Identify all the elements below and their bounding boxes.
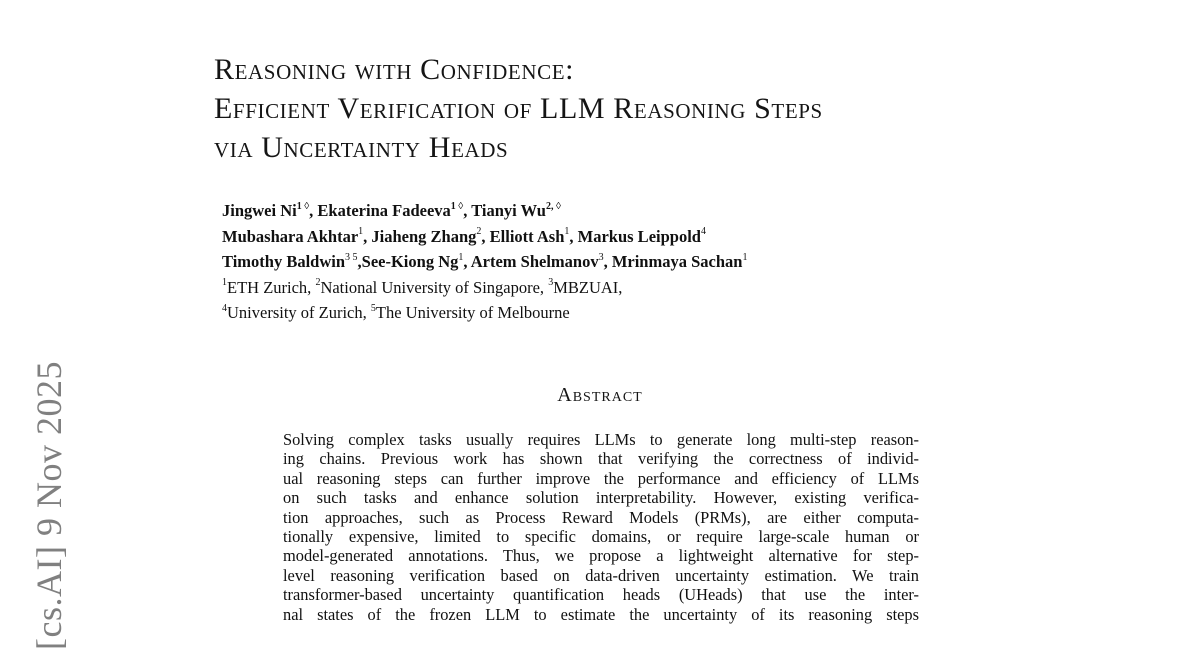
affiliation-mark: 1 [222, 277, 227, 288]
paper-title [214, 50, 1034, 167]
abstract-body [283, 430, 919, 624]
author-name: Timothy Baldwin [222, 252, 346, 271]
title-line-3: via Uncertainty Heads [214, 131, 509, 164]
affiliation-mark: 3 [548, 277, 554, 288]
author-row-1 [222, 198, 747, 224]
arxiv-identifier-stamp: [cs.AI] 9 Nov 2025 [29, 361, 69, 650]
abstract-line: model-generated annotations. Thus, we propose a lightweight alternative for step- [283, 546, 919, 566]
author-name: Ekaterina Fadeeva [317, 201, 451, 220]
abstract-line: ing chains. Previous work has shown that verifying the correctness of individ- [283, 449, 919, 469]
affiliation-name: ETH Zurich, [227, 277, 316, 297]
abstract-line: tionally expensive, limited to specific domains, or require large-scale human or [283, 527, 919, 547]
author-separator: , [481, 226, 490, 246]
author-separator: , [463, 252, 471, 271]
author-affiliation-mark: 1 [742, 251, 748, 263]
author-name: Mrinmaya Sachan [611, 252, 743, 271]
author-affiliation-mark: 3 [598, 251, 604, 263]
affiliation-name: The University of Melbourne [375, 303, 570, 322]
author-name: Mubashara Akhtar [222, 226, 359, 246]
abstract-line: ual reasoning steps can further improve the performance and efficiency of LLMs [283, 468, 919, 488]
author-affiliation-mark: 1 [458, 251, 464, 263]
author-name: Jiaheng Zhang [371, 226, 477, 246]
author-separator: , [569, 226, 578, 246]
author-affiliation-mark: 1 [358, 226, 364, 237]
affiliation-mark: 4 [222, 302, 227, 314]
affiliation-mark: 2 [315, 277, 321, 288]
author-separator: , [309, 201, 318, 220]
title-line-2: Efficient Verification of LLM Reasoning Steps [214, 92, 823, 125]
affiliation-row-1 [222, 275, 747, 301]
affiliation-mark: 5 [370, 302, 376, 314]
author-affiliation-mark: 4 [700, 226, 706, 237]
author-separator: , [463, 201, 472, 220]
abstract-line: Solving complex tasks usually requires LLMs to generate long multi-step reason- [283, 430, 919, 449]
author-affiliation-mark: 1 ◊ [296, 200, 310, 212]
author-separator: , [603, 252, 612, 271]
affiliation-name: National University of Singapore, [320, 277, 549, 297]
affiliation-name: MBZUAI, [553, 277, 623, 297]
author-name: Tianyi Wu [471, 201, 546, 220]
abstract-line: level reasoning verification based on data-driven uncertainty estimation. We train [283, 565, 919, 585]
abstract-line: tion approaches, such as Process Reward Models (PRMs), are either computa- [283, 507, 919, 527]
affiliation-row-2 [222, 300, 747, 326]
abstract-heading: Abstract [557, 384, 643, 406]
author-affiliation-mark: 3 5 [345, 251, 358, 263]
author-row-2 [222, 224, 747, 250]
author-block [222, 198, 747, 326]
author-name: Elliott Ash [489, 226, 565, 246]
author-separator: , [363, 226, 372, 246]
author-affiliation-mark: 2, ◊ [545, 200, 561, 212]
abstract-line: transformer-based uncertainty quantification heads (UHeads) that use the inter- [283, 585, 919, 605]
author-affiliation-mark: 1 [564, 226, 570, 237]
author-affiliation-mark: 2 [476, 226, 482, 237]
author-name: See-Kiong Ng [361, 252, 459, 271]
abstract-line: on such tasks and enhance solution interpretability. However, existing verifica- [283, 488, 919, 508]
author-name: Markus Leippold [577, 226, 701, 246]
title-line-1: Reasoning with Confidence: [214, 53, 575, 86]
author-separator: , [357, 252, 362, 271]
author-name: Jingwei Ni [222, 201, 297, 220]
author-row-3 [222, 249, 747, 275]
author-name: Artem Shelmanov [470, 252, 599, 271]
abstract-line: nal states of the frozen LLM to estimate the uncertainty of its reasoning steps [283, 604, 919, 624]
affiliation-name: University of Zurich, [227, 303, 371, 322]
author-affiliation-mark: 1 ◊ [450, 200, 464, 212]
